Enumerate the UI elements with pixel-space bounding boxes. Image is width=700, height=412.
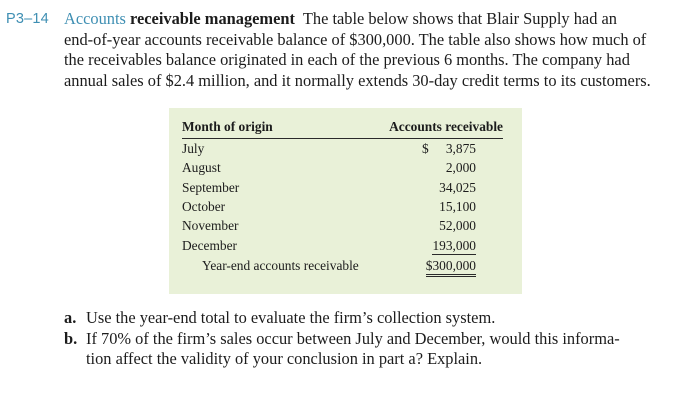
header-divider <box>182 138 503 139</box>
row-amount: 15,100 <box>439 199 476 214</box>
total-label: Year-end accounts receivable <box>202 258 359 273</box>
row-amount: 52,000 <box>439 218 476 233</box>
intro-line-2: end-of-year accounts receivable balance of $300,000. The table also shows how much of <box>64 29 647 49</box>
total-amount <box>426 258 476 274</box>
question-text: If 70% of the firm’s sales occur between July and December, would this informa- <box>86 328 620 348</box>
problem-intro <box>64 9 651 91</box>
question-letter: a. <box>64 308 77 327</box>
intro-line-4: annual sales of $2.4 million, and it normally extends 30-day credit terms to its customers. <box>64 70 651 90</box>
column-header-accounts-receivable: Accounts receivable <box>389 119 503 134</box>
row-month-label: August <box>182 160 221 175</box>
problem-number: P3–14 <box>6 11 49 27</box>
currency-symbol: $ <box>422 141 429 156</box>
question-text: Use the year-end total to evaluate the firm’s collection system. <box>86 308 496 327</box>
topic-first-word: Accounts <box>64 9 126 28</box>
row-month-label: December <box>182 238 238 253</box>
subtotal-underlined-amount: 193,000 <box>432 238 476 253</box>
row-month-label: September <box>182 180 240 195</box>
receivables-table <box>169 108 522 294</box>
row-amount: 3,875 <box>445 141 476 156</box>
question-letter: b. <box>64 328 78 348</box>
intro-text: The table below shows that Blair Supply had an <box>302 9 617 28</box>
intro-line-1 <box>64 9 634 30</box>
topic-title: receivable management <box>130 9 295 28</box>
question-list <box>64 308 664 370</box>
column-header-month: Month of origin <box>182 119 273 134</box>
question-b <box>64 329 664 370</box>
row-month-label: July <box>182 141 205 156</box>
row-amount: 34,025 <box>439 180 476 195</box>
question-a <box>64 308 664 329</box>
row-month-label: November <box>182 218 239 233</box>
row-amount: 2,000 <box>445 160 476 175</box>
row-amount <box>432 238 476 254</box>
row-month-label: October <box>182 199 226 214</box>
question-text-continued: tion affect the validity of your conclusion in part a? Explain. <box>86 349 483 368</box>
intro-line-3: the receivables balance originated in each of the previous 6 months. The company had <box>64 50 630 69</box>
total-double-underlined: $300,000 <box>426 258 476 277</box>
